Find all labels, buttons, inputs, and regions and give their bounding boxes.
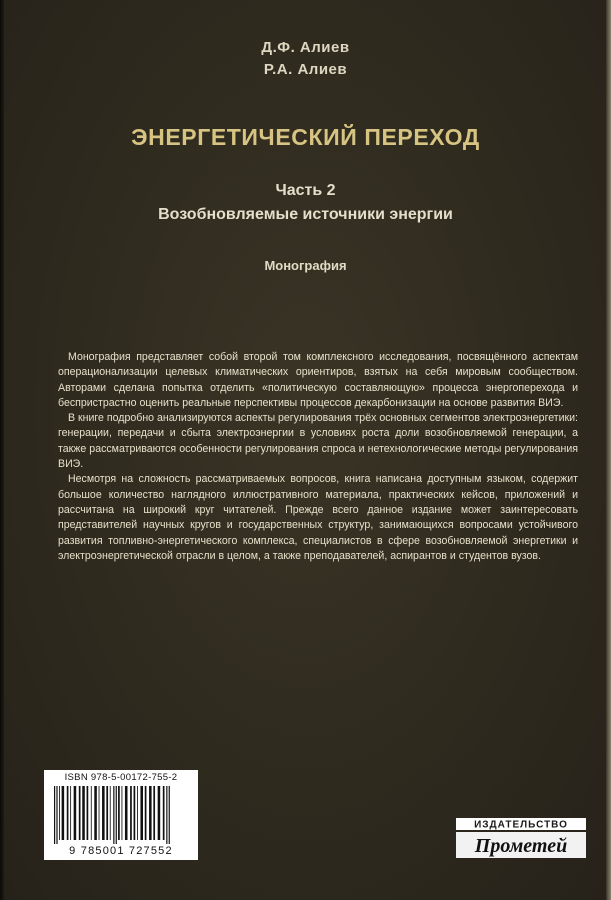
author-1: Д.Ф. Алиев <box>261 39 350 56</box>
barcode-bar <box>82 786 85 840</box>
publisher-logo <box>452 812 592 864</box>
barcode-bar <box>149 786 152 840</box>
abstract-paragraph: Несмотря на сложность рассматриваемых вопросов, книга написана доступным языком, содержит большое количество наглядного иллюстративного материала, практических кейсов, приложений и рассчитана на широкий круг читателей. Прежде всего данное издание может заинтересовать представителей научных кругов и государственных структур, занимающихся вопросами устойчивого развития топливно-энергетического комплекса, специалистов в сфере возобновляемой энергетики и электроэнергетической отрасли в целом, а также преподавателей, аспирантов и студентов вузов. <box>58 473 578 562</box>
barcode-bar <box>113 786 114 844</box>
barcode-bar <box>118 786 120 840</box>
barcode-bar <box>169 786 170 844</box>
abstract-paragraph: Монография представляет собой второй том комплексного исследования, посвящённого аспектам операционализации целевых климатических ориентиров, взятых на себя мировым сообществом. Авторами сделана попытка отделить «политическую составляющую» процесса энергоперехода и беспристрастно оценить реальные перспективы процессов декарбонизации на основе развития ВИЭ. <box>58 351 578 409</box>
abstract <box>58 350 578 564</box>
isbn-text: ISBN 978-5-00172-755-2 <box>64 772 178 783</box>
barcode-bar <box>59 786 60 840</box>
barcode-bar <box>110 786 111 840</box>
barcode-bar <box>79 786 81 840</box>
book-part: Часть 2 <box>275 182 336 199</box>
barcode-bar <box>130 786 132 840</box>
ean-number: 9 785001 727552 <box>69 845 173 857</box>
barcode-bar <box>116 786 117 844</box>
barcode-bar <box>87 786 89 840</box>
logo-small-text: ИЗДАТЕЛЬСТВО <box>474 819 568 831</box>
barcode-bar <box>91 786 92 840</box>
barcode-box <box>44 770 198 860</box>
barcode-bar <box>70 786 71 840</box>
barcode-bar <box>62 786 65 840</box>
barcode-bar <box>140 786 143 840</box>
barcode-bars <box>44 784 198 844</box>
barcode-bar <box>74 786 77 840</box>
book-title: ЭНЕРГЕТИЧЕСКИЙ ПЕРЕХОД <box>131 124 480 150</box>
logo-name-text: Прометей <box>474 835 568 857</box>
barcode-bar <box>137 786 138 840</box>
book-genre: Монография <box>264 258 347 273</box>
barcode-bar <box>134 786 136 840</box>
barcode-bar <box>125 786 128 840</box>
barcode-bar <box>56 786 57 844</box>
barcode-bar <box>99 786 100 840</box>
barcode-bar <box>67 786 69 840</box>
abstract-paragraph: В книге подробно анализируются аспекты регулирования трёх основных сегментов электроэнергетики: генерации, передачи и сбыта электроэнергии в условиях роста доли возобновляемой генерации, а также рассматриваются особенности регулирования спроса и нетехнологические методы регулирования ВИЭ. <box>58 412 578 471</box>
author-2: Р.А. Алиев <box>263 61 348 78</box>
barcode-bar <box>145 786 147 840</box>
barcode-bar <box>166 786 167 844</box>
barcode-bar <box>153 786 155 840</box>
barcode-bar <box>163 786 165 840</box>
barcode-bar <box>158 786 161 840</box>
book-subtitle: Возобновляемые источники энергии <box>158 206 453 223</box>
barcode-bar <box>106 786 108 840</box>
barcode-bar <box>122 786 123 840</box>
barcode-bar <box>102 786 105 840</box>
barcode-bar <box>94 786 97 840</box>
barcode-bar <box>54 786 55 844</box>
